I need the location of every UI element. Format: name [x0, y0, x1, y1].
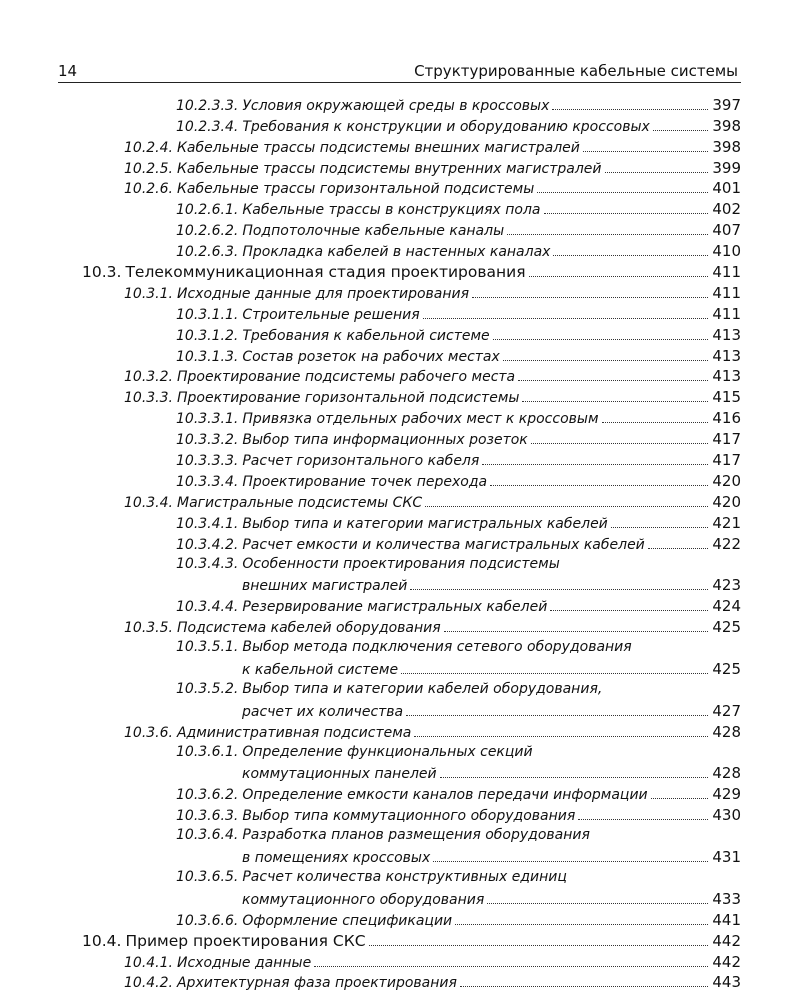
table-of-contents — [0, 96, 800, 994]
toc-dot-leader — [482, 464, 708, 465]
toc-entry-title: Подпотолочные кабельные каналы — [242, 223, 505, 240]
toc-entry-title: Исходные данные — [176, 954, 312, 971]
toc-entry-page: 422 — [712, 534, 741, 553]
toc-entry — [176, 430, 741, 451]
toc-entry-page: 433 — [712, 889, 741, 908]
toc-entry-number: 10.3.6.1. — [176, 743, 239, 760]
toc-dot-leader — [552, 109, 708, 110]
toc-entry-number: 10.3.4. — [124, 494, 173, 511]
toc-dot-leader — [605, 172, 709, 173]
toc-entry-page: 416 — [712, 409, 741, 428]
toc-entry-number: 10.2.4. — [124, 139, 173, 156]
toc-entry-title: Требования к конструкции и оборудованию кроссовых — [242, 118, 650, 135]
toc-dot-leader — [423, 318, 709, 319]
toc-entry-page: 420 — [712, 471, 741, 490]
toc-entry-number: 10.3.6.2. — [176, 787, 239, 804]
toc-entry-number: 10.3.6. — [124, 724, 173, 741]
toc-entry-title: Резервирование магистральных кабелей — [242, 599, 548, 616]
toc-entry — [176, 305, 741, 326]
toc-entry-title: Расчет горизонтального кабеля — [242, 453, 480, 470]
toc-dot-leader — [487, 903, 708, 904]
toc-entry-title: Выбор типа и категории магистральных кабелей — [242, 515, 608, 532]
toc-entry-title: Выбор типа информационных розеток — [242, 432, 528, 449]
toc-entry-title: Проектирование горизонтальной подсистемы — [176, 390, 520, 407]
toc-entry-number: 10.3.4.3. — [176, 555, 239, 572]
toc-entry-number: 10.3.6.5. — [176, 869, 239, 886]
toc-dot-leader — [507, 234, 708, 235]
toc-dot-leader — [460, 986, 708, 987]
toc-entry-title-continued: коммутационного оборудования — [242, 891, 485, 908]
toc-entry — [176, 681, 741, 723]
toc-entry-number: 10.3.1.2. — [176, 327, 239, 344]
toc-dot-leader — [433, 861, 708, 862]
toc-entry-title: Выбор типа и категории кабелей оборудования, — [242, 680, 603, 697]
toc-entry-number: 10.2.6.2. — [176, 223, 239, 240]
toc-entry-number: 10.3.5. — [124, 620, 173, 637]
toc-entry-title: Кабельные трассы подсистемы внутренних магистралей — [176, 160, 602, 177]
toc-entry-title: Оформление спецификации — [242, 912, 453, 929]
toc-entry-number: 10.3.3.2. — [176, 432, 239, 449]
toc-entry-title: Телекоммуникационная стадия проектирования — [125, 263, 526, 282]
toc-entry-number: 10.3.3.3. — [176, 453, 239, 470]
toc-entry-title: Требования к кабельной системе — [242, 327, 490, 344]
toc-entry-title: Разработка планов размещения оборудования — [242, 827, 590, 844]
toc-entry-number: 10.4.2. — [124, 975, 173, 992]
toc-entry — [124, 388, 741, 409]
toc-entry — [124, 953, 741, 974]
toc-entry-page: 402 — [712, 200, 741, 219]
toc-entry-page: 423 — [712, 576, 741, 595]
toc-entry — [176, 242, 741, 263]
toc-entry-page: 407 — [712, 221, 741, 240]
toc-entry-number: 10.3.1. — [124, 285, 173, 302]
toc-entry-title: Кабельные трассы подсистемы внешних магистралей — [176, 139, 580, 156]
toc-entry — [124, 723, 741, 744]
toc-entry-page: 417 — [712, 451, 741, 470]
toc-entry-page: 429 — [712, 785, 741, 804]
toc-entry-page: 398 — [712, 116, 741, 135]
toc-entry-number: 10.3.3.1. — [176, 411, 239, 428]
toc-entry — [176, 535, 741, 556]
toc-entry-title-continued: к кабельной системе — [242, 661, 399, 678]
toc-entry-number: 10.3.6.4. — [176, 827, 239, 844]
toc-entry-page: 425 — [712, 659, 741, 678]
toc-entry-title: Состав розеток на рабочих местах — [242, 348, 500, 365]
toc-entry-title: Особенности проектирования подсистемы — [242, 555, 560, 572]
toc-entry-page: 424 — [712, 597, 741, 616]
toc-dot-leader — [503, 360, 709, 361]
toc-entry-page: 401 — [712, 179, 741, 198]
toc-entry — [124, 138, 741, 159]
toc-entry-title: Подсистема кабелей оборудования — [176, 620, 441, 637]
page-header — [58, 62, 738, 82]
toc-entry-title: Условия окружающей среды в кроссовых — [242, 97, 550, 114]
toc-dot-leader — [425, 506, 708, 507]
toc-dot-leader — [651, 798, 709, 799]
toc-entry — [124, 618, 741, 639]
toc-dot-leader — [578, 819, 708, 820]
toc-dot-leader — [490, 485, 708, 486]
toc-entry-page: 415 — [712, 388, 741, 407]
toc-dot-leader — [444, 631, 709, 632]
toc-entry-number: 10.3.6.3. — [176, 808, 239, 825]
toc-dot-leader — [401, 673, 708, 674]
toc-entry-number: 10.3.6.6. — [176, 912, 239, 929]
toc-entry-page: 399 — [712, 158, 741, 177]
toc-entry — [82, 932, 741, 953]
toc-dot-leader — [414, 736, 708, 737]
toc-entry-title-continued: расчет их количества — [242, 703, 404, 720]
toc-dot-leader — [529, 276, 709, 277]
toc-entry-number: 10.2.3.3. — [176, 97, 239, 114]
toc-entry — [176, 451, 741, 472]
toc-entry-page: 431 — [712, 848, 741, 867]
toc-entry-page: 411 — [712, 283, 741, 302]
toc-entry — [176, 556, 741, 598]
toc-entry-title: Определение емкости каналов передачи информации — [242, 787, 648, 804]
toc-entry-title: Магистральные подсистемы СКС — [176, 494, 423, 511]
toc-entry-number: 10.3.4.4. — [176, 599, 239, 616]
toc-dot-leader — [518, 380, 708, 381]
toc-dot-leader — [583, 151, 709, 152]
toc-entry-page: 420 — [712, 492, 741, 511]
toc-dot-leader — [369, 945, 709, 946]
toc-entry-number: 10.4.1. — [124, 954, 173, 971]
toc-entry-page: 410 — [712, 242, 741, 261]
toc-entry-page: 428 — [712, 722, 741, 741]
toc-entry-page: 417 — [712, 430, 741, 449]
toc-entry-title: Расчет количества конструктивных единиц — [242, 869, 567, 886]
toc-dot-leader — [314, 966, 708, 967]
toc-entry-page: 398 — [712, 137, 741, 156]
toc-dot-leader — [550, 610, 708, 611]
toc-entry — [176, 347, 741, 368]
toc-entry-title: Архитектурная фаза проектирования — [176, 975, 457, 992]
toc-entry-number: 10.3.3. — [124, 390, 173, 407]
toc-entry — [124, 493, 741, 514]
toc-entry-title: Определение функциональных секций — [242, 743, 533, 760]
toc-dot-leader — [472, 297, 708, 298]
toc-entry-title: Пример проектирования СКС — [125, 931, 366, 950]
toc-entry-title: Административная подсистема — [176, 724, 412, 741]
toc-entry — [124, 284, 741, 305]
toc-entry — [176, 639, 741, 681]
toc-entry — [176, 326, 741, 347]
toc-dot-leader — [602, 422, 709, 423]
toc-entry-page: 421 — [712, 513, 741, 532]
toc-entry-title: Проектирование точек перехода — [242, 473, 488, 490]
toc-entry-page: 413 — [712, 367, 741, 386]
toc-entry-number: 10.3.4.1. — [176, 515, 239, 532]
toc-entry-page: 413 — [712, 346, 741, 365]
toc-entry-number: 10.3.3.4. — [176, 473, 239, 490]
toc-dot-leader — [410, 589, 708, 590]
toc-entry-number: 10.2.3.4. — [176, 118, 239, 135]
toc-entry — [176, 806, 741, 827]
toc-dot-leader — [455, 924, 708, 925]
toc-entry — [176, 911, 741, 932]
toc-entry-title-continued: внешних магистралей — [242, 578, 408, 595]
toc-dot-leader — [611, 527, 709, 528]
toc-entry-title: Строительные решения — [242, 306, 420, 323]
toc-entry-title: Привязка отдельных рабочих мест к кроссовым — [242, 411, 599, 428]
toc-entry-page: 442 — [712, 931, 741, 950]
toc-dot-leader — [648, 548, 709, 549]
toc-entry — [176, 96, 741, 117]
toc-entry — [176, 785, 741, 806]
toc-entry-title-continued: в помещениях кроссовых — [242, 850, 431, 867]
toc-entry-number: 10.2.6.3. — [176, 244, 239, 261]
header-rule — [58, 82, 741, 83]
toc-entry — [176, 409, 741, 430]
toc-dot-leader — [653, 130, 709, 131]
toc-entry — [124, 974, 741, 995]
toc-entry-page: 441 — [712, 910, 741, 929]
toc-entry-title: Проектирование подсистемы рабочего места — [176, 369, 516, 386]
toc-entry-title: Расчет емкости и количества магистральных кабелей — [242, 536, 645, 553]
toc-dot-leader — [493, 339, 709, 340]
toc-entry — [82, 263, 741, 284]
toc-entry-page: 397 — [712, 95, 741, 114]
toc-entry-page: 411 — [712, 263, 741, 282]
page-number: 14 — [58, 62, 78, 80]
toc-entry-number: 10.3.5.2. — [176, 680, 239, 697]
toc-entry-title: Кабельные трассы горизонтальной подсистемы — [176, 181, 535, 198]
toc-entry — [176, 869, 741, 911]
toc-entry-number: 10.3.4.2. — [176, 536, 239, 553]
running-title: Структурированные кабельные системы — [414, 62, 738, 80]
toc-entry — [176, 200, 741, 221]
toc-entry-title: Выбор типа коммутационного оборудования — [242, 808, 576, 825]
toc-entry-number: 10.2.5. — [124, 160, 173, 177]
toc-entry-number: 10.3.1.1. — [176, 306, 239, 323]
toc-entry-page: 413 — [712, 325, 741, 344]
toc-dot-leader — [531, 443, 709, 444]
toc-entry — [124, 180, 741, 201]
toc-entry-page: 425 — [712, 618, 741, 637]
toc-entry-title: Прокладка кабелей в настенных каналах — [242, 244, 551, 261]
toc-dot-leader — [544, 213, 709, 214]
toc-entry — [176, 827, 741, 869]
toc-entry — [176, 472, 741, 493]
toc-dot-leader — [440, 777, 709, 778]
toc-dot-leader — [537, 192, 708, 193]
toc-entry-page: 443 — [712, 973, 741, 992]
toc-entry-number: 10.3.1.3. — [176, 348, 239, 365]
toc-entry-number: 10.4. — [82, 931, 122, 950]
toc-entry-title: Кабельные трассы в конструкциях пола — [242, 202, 541, 219]
toc-dot-leader — [522, 401, 708, 402]
toc-entry — [176, 117, 741, 138]
toc-entry-number: 10.3.2. — [124, 369, 173, 386]
toc-entry-number: 10.3. — [82, 263, 122, 282]
toc-entry-number: 10.2.6. — [124, 181, 173, 198]
toc-entry-number: 10.3.5.1. — [176, 639, 239, 656]
toc-entry — [124, 368, 741, 389]
toc-entry — [124, 159, 741, 180]
toc-entry-page: 442 — [712, 952, 741, 971]
toc-entry-page: 430 — [712, 806, 741, 825]
toc-entry-page: 427 — [712, 701, 741, 720]
toc-dot-leader — [553, 255, 708, 256]
toc-entry — [176, 597, 741, 618]
toc-entry — [176, 744, 741, 786]
toc-entry-page: 428 — [712, 764, 741, 783]
toc-entry-title: Выбор метода подключения сетевого оборудования — [242, 639, 632, 656]
toc-entry-title-continued: коммутационных панелей — [242, 766, 437, 783]
toc-entry — [176, 221, 741, 242]
toc-entry-page: 411 — [712, 304, 741, 323]
toc-entry-title: Исходные данные для проектирования — [176, 285, 470, 302]
toc-entry — [176, 514, 741, 535]
toc-dot-leader — [406, 715, 708, 716]
toc-entry-number: 10.2.6.1. — [176, 202, 239, 219]
